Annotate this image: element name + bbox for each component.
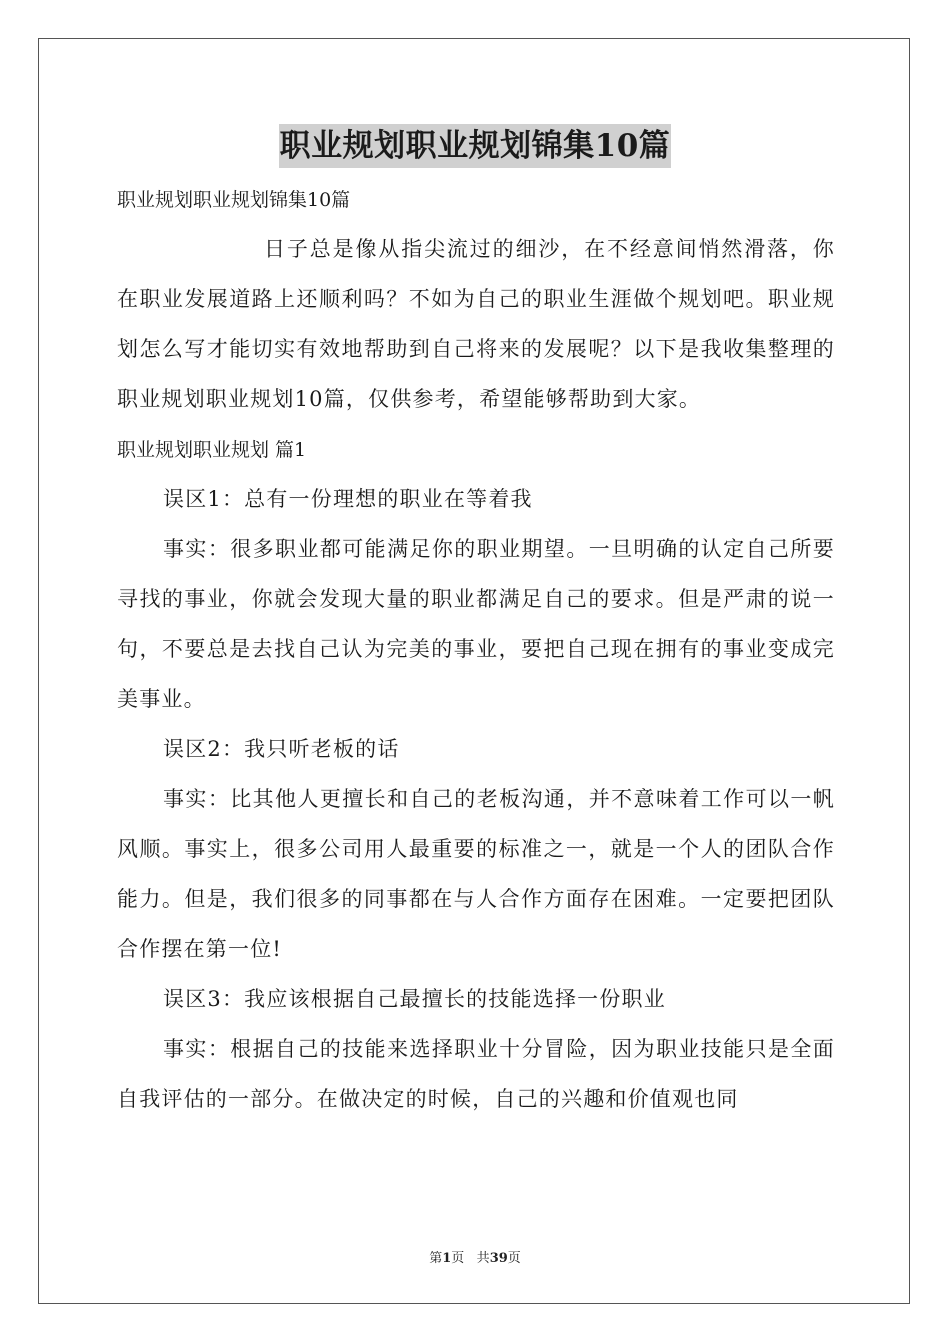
section-heading: 职业规划职业规划 篇1 bbox=[117, 439, 307, 461]
page-suffix: 页 bbox=[451, 1251, 465, 1266]
document-title: 职业规划职业规划锦集10篇 bbox=[279, 124, 672, 168]
intro-paragraph: 日子总是像从指尖流过的细沙，在不经意间悄然滑落，你在职业发展道路上还顺利吗？不如为自己的职业生涯做个规划吧。职业规划怎么写才能切实有效地帮助到自己将来的发展呢？以下是我收集整理的职业规划职业规划10篇，仅供参考，希望能够帮助到大家。 bbox=[117, 237, 835, 411]
page-number: 1 bbox=[442, 1251, 452, 1266]
title-container bbox=[0, 124, 950, 168]
myth-heading: 误区1：总有一份理想的职业在等着我 bbox=[163, 487, 533, 511]
total-suffix: 页 bbox=[507, 1251, 521, 1266]
document-body bbox=[117, 176, 835, 1124]
fact-paragraph: 事实：比其他人更擅长和自己的老板沟通，并不意味着工作可以一帆风顺。事实上，很多公司用人最重要的标准之一，就是一个人的团队合作能力。但是，我们很多的同事都在与人合作方面存在困难。一定要把团队合作摆在第一位! bbox=[117, 787, 835, 961]
myth-heading: 误区2：我只听老板的话 bbox=[163, 737, 400, 761]
fact-paragraph: 事实：很多职业都可能满足你的职业期望。一旦明确的认定自己所要寻找的事业，你就会发现大量的职业都满足自己的要求。但是严肃的说一句，不要总是去找自己认为完美的事业，要把自己现在拥有的事业变成完美事业。 bbox=[117, 537, 835, 711]
total-pages: 39 bbox=[489, 1251, 508, 1266]
page-prefix: 第 bbox=[429, 1251, 443, 1266]
fact-paragraph: 事实：根据自己的技能来选择职业十分冒险，因为职业技能只是全面自我评估的一部分。在做决定的时候，自己的兴趣和价值观也同 bbox=[117, 1037, 835, 1111]
document-subtitle: 职业规划职业规划锦集10篇 bbox=[117, 189, 351, 211]
page-footer bbox=[0, 1247, 950, 1266]
total-prefix: 共 bbox=[476, 1251, 490, 1266]
myth-heading: 误区3：我应该根据自己最擅长的技能选择一份职业 bbox=[163, 987, 666, 1011]
